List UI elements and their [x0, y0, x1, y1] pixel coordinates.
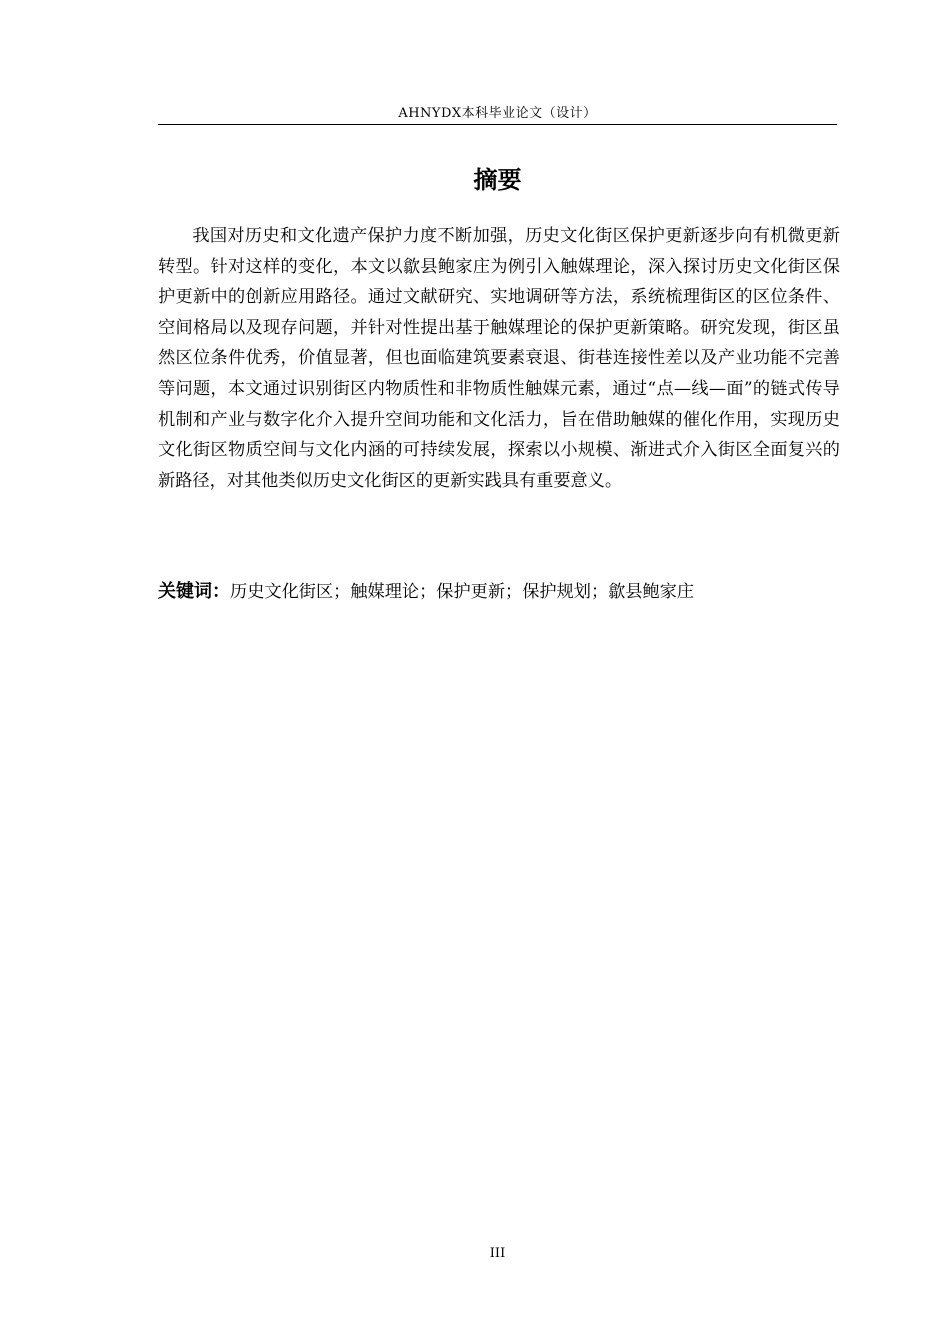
- header-rule: [158, 124, 837, 125]
- abstract-title: 摘要: [473, 166, 522, 194]
- keywords-text: 历史文化街区；触媒理论；保护更新；保护规划；歙县鲍家庄: [230, 582, 695, 602]
- abstract-body: 我国对历史和文化遗产保护力度不断加强，历史文化街区保护更新逐步向有机微更新转型。针对这样的变化，本文以歙县鲍家庄为例引入触媒理论，深入探讨历史文化街区保护更新中的创新应用路径。通过文献研究、实地调研等方法，系统梳理街区的区位条件、空间格局以及现存问题，并针对性提出基于触媒理论的保护更新策略。研究发现，街区虽然区位条件优秀，价值显著，但也面临建筑要素衰退、街巷连接性差以及产业功能不完善等问题，本文通过识别街区内物质性和非物质性触媒元素，通过“点—线—面”的链式传导机制和产业与数字化介入提升空间功能和文化活力，旨在借助触媒的催化作用，实现历史文化街区物质空间与文化内涵的可持续发展，探索以小规模、渐进式介入街区全面复兴的新路径，对其他类似历史文化街区的更新实践具有重要意义。: [158, 226, 840, 491]
- running-header: AHNYDX本科毕业论文（设计）: [398, 106, 597, 121]
- keywords-line: [158, 578, 840, 606]
- page-number: III: [489, 1246, 506, 1261]
- keywords-label: 关键词：: [158, 581, 230, 602]
